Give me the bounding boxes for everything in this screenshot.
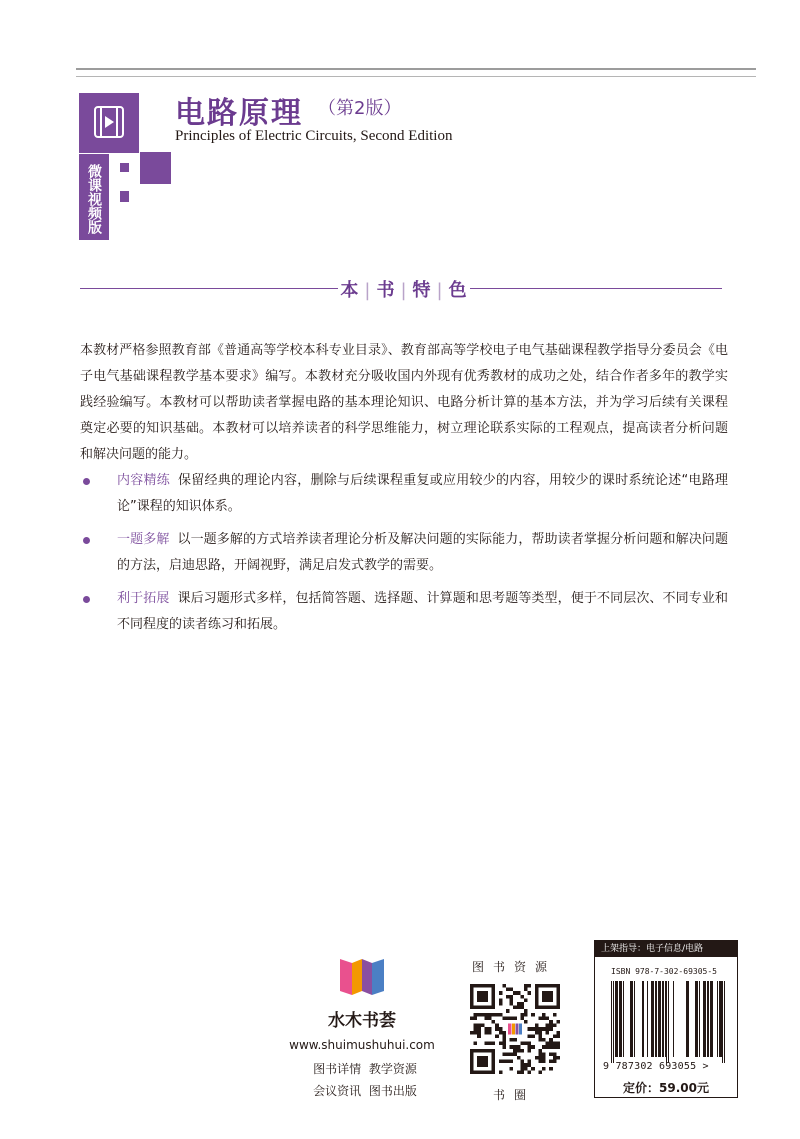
feature-item [80,468,728,520]
qr-code-icon[interactable] [470,984,560,1074]
heading-char: 色 [448,280,468,301]
feature-item [80,527,728,579]
barcode-panel [594,940,738,1098]
publisher-logo-icon [338,955,386,997]
video-play-icon [92,105,126,139]
bullet-dot [83,537,90,544]
bullet-dot [83,478,90,485]
barcode-icon [609,981,727,1063]
publisher-links-row: 图书详情 教学资源 [313,1062,417,1076]
section-rule-right [470,288,722,289]
publisher-name: 水木书荟 [328,1011,396,1031]
book-title: 电路原理 [175,96,303,131]
heading-separator: | [364,280,372,301]
decor-square [140,152,171,184]
features-heading [338,276,470,302]
top-rule-thin [76,76,756,77]
bullet-dot [83,596,90,603]
isbn-text: ISBN 978-7-302-69305-5 [611,967,717,976]
shelf-label: 上架指导：电子信息/电路 [595,941,737,957]
heading-separator: | [400,280,408,301]
book-edition: （第2版） [318,98,402,119]
feature-text: 课后习题形式多样，包括简答题、选择题、计算题和思考题等类型，便于不同层次、不同专业和不同程度的读者练习和拓展。 [117,591,728,632]
book-subtitle-english: Principles of Electric Circuits, Second Edition [175,128,453,144]
top-rule [76,68,756,70]
publisher-url[interactable]: www.shuimushuhui.com [289,1038,435,1052]
qr-label-bottom: 书圈 [492,1088,535,1102]
publisher-links-row: 会议资讯 图书出版 [313,1084,417,1098]
feature-item [80,586,728,638]
price-label: 定价：59.00元 [623,1081,709,1095]
feature-keyword: 利于拓展 [117,591,170,606]
feature-keyword: 一题多解 [117,532,170,547]
decor-square [120,163,129,172]
feature-text: 以一题多解的方式培养读者理论分析及解决问题的实际能力，帮助读者掌握分析问题和解决问题的方法，启迪思路，开阔视野，满足启发式教学的需要。 [117,532,728,573]
video-logo-block [79,93,139,153]
ean-digits: 9 787302 693055 > [603,1061,709,1072]
feature-keyword: 内容精练 [117,473,170,488]
section-rule-left [80,288,338,289]
heading-char: 本 [340,280,360,301]
decor-square [120,191,129,202]
heading-char: 特 [412,280,432,301]
feature-text: 保留经典的理论内容，删除与后续课程重复或应用较少的内容，用较少的课时系统论述“电路理论”课程的知识体系。 [117,473,728,514]
qr-label-top: 图书资源 [471,960,556,974]
series-tag: 微课视频版 [79,154,109,240]
heading-separator: | [436,280,444,301]
intro-paragraph: 本教材严格参照教育部《普通高等学校本科专业目录》、教育部高等学校电子电气基础课程教学指导分委员会《电子电气基础课程教学基本要求》编写。本教材充分吸收国内外现有优秀教材的成功之处，结合作者多年的教学实践经验编写。本教材可以帮助读者掌握电路的基本理论知识、电路分析计算的基本方法，并为学习后续有关课程奠定必要的知识基础。本教材可以培养读者的科学思维能力，树立理论联系实际的工程观点，提高读者分析问题和解决问题的能力。 [80,343,728,462]
heading-char: 书 [376,280,396,301]
